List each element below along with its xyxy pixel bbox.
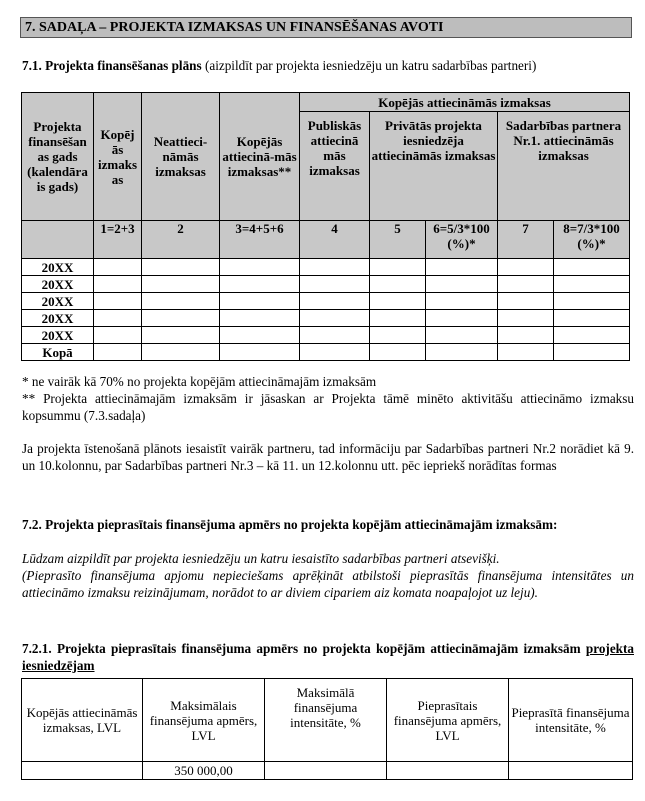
th-year: Projekta finansēšan as gads (kalendāra is gads) (22, 93, 94, 221)
th-max-amount: Maksimālais finansējuma apmērs, LVL (143, 679, 265, 762)
section-title-text: 7. SADAĻA – PROJEKTA IZMAKSAS UN FINANSĒŠANAS AVOTI (25, 20, 444, 35)
s71-heading: 7.1. Projekta finansēšanas plāns (22, 58, 202, 73)
value-requested-intensity[interactable] (509, 762, 633, 780)
table-row-total (22, 344, 630, 361)
s72-note: (Pieprasīto finansējuma apjomu nepieciešams aprēķināt atbilstoši pieprasītās finansējuma intensitātes un attiecināmo izmaksu reizinājumam, norādot to ar diviem cipariem aiz komata noapaļojot uz leju). (22, 568, 634, 600)
table-row (22, 762, 633, 780)
formula-cell: 7 (498, 221, 554, 259)
row-year: 20XX (22, 259, 94, 276)
s71-instruction: (aizpildīt par projekta iesniedzēju un katru sadarbības partneri) (201, 58, 537, 73)
table-row (22, 259, 630, 276)
th-total-eligible: Kopējās attiecināmās izmaksas, LVL (22, 679, 143, 762)
row-year: 20XX (22, 276, 94, 293)
th-non-eligible: Neattieci-nāmās izmaksas (142, 93, 220, 221)
th-public: Publiskās attiecinā mās izmaksas (300, 112, 370, 221)
value-total-eligible[interactable] (22, 762, 143, 780)
table-row (22, 293, 630, 310)
s721-heading-main: 7.2.1. Projekta pieprasītais finansējuma apmērs no projekta kopējām attiecināmajām izmaksām (22, 641, 586, 656)
s71-paragraph (22, 58, 634, 75)
formula-cell (22, 221, 94, 259)
section-title (20, 17, 632, 38)
value-max-amount[interactable]: 350 000,00 (143, 762, 265, 780)
table-row (22, 310, 630, 327)
formula-cell: 3=4+5+6 (220, 221, 300, 259)
th-total: Kopēj ās izmaks as (94, 93, 142, 221)
th-requested-intensity: Pieprasītā finansējuma intensitāte, % (509, 679, 633, 762)
formula-row (22, 221, 630, 259)
partners-note: Ja projekta īstenošanā plānots iesaistīt vairāk partneru, tad informāciju par Sadarbības partneri Nr.2 norādiet kā 9. un 10.kolonnu, par Sadarbības partneri Nr.3 – kā 11. un 12.kolonnu utt. pēc iepriekš norādītas formas (22, 441, 634, 473)
financing-plan-table (21, 92, 630, 361)
footnote-1: * ne vairāk kā 70% no projekta kopējām attiecināmajām izmaksām (22, 374, 377, 389)
formula-cell: 5 (370, 221, 426, 259)
row-year: 20XX (22, 310, 94, 327)
th-max-intensity: Maksimālā finansējuma intensitāte, % (265, 679, 387, 762)
s72-heading: 7.2. Projekta pieprasītais finansējuma apmērs no projekta kopējām attiecināmajām izmaksām: (22, 517, 558, 532)
s721-heading (22, 641, 634, 674)
s721-heading-applicant: projekta iesniedzējam (22, 641, 634, 673)
row-year: 20XX (22, 327, 94, 344)
s72-instruction: Lūdzam aizpildīt par projekta iesniedzēju un katru iesaistīto sadarbības partneri atsevišķi. (22, 551, 500, 566)
formula-cell: 6=5/3*100 (%)* (426, 221, 498, 259)
row-total-label: Kopā (22, 344, 94, 361)
requested-funding-table (21, 678, 633, 780)
th-group-eligible: Kopējās attiecināmās izmaksas (300, 93, 630, 112)
th-partner: Sadarbības partnera Nr.1. attiecināmās izmaksas (498, 112, 630, 221)
th-private: Privātās projekta iesniedzēja attiecināmās izmaksas (370, 112, 498, 221)
formula-cell: 2 (142, 221, 220, 259)
footnote-2: ** Projekta attiecināmajām izmaksām ir jāsaskan ar Projekta tāmē minēto aktivitāšu attiecināmo izmaksu kopsummu (7.3.sadaļa) (22, 391, 634, 423)
formula-cell: 1=2+3 (94, 221, 142, 259)
formula-cell: 8=7/3*100 (%)* (554, 221, 630, 259)
formula-cell: 4 (300, 221, 370, 259)
row-year: 20XX (22, 293, 94, 310)
th-eligible: Kopējās attiecinā-mās izmaksas** (220, 93, 300, 221)
table-row (22, 327, 630, 344)
table-row (22, 276, 630, 293)
value-requested-amount[interactable] (387, 762, 509, 780)
th-requested-amount: Pieprasītais finansējuma apmērs, LVL (387, 679, 509, 762)
value-max-intensity[interactable] (265, 762, 387, 780)
